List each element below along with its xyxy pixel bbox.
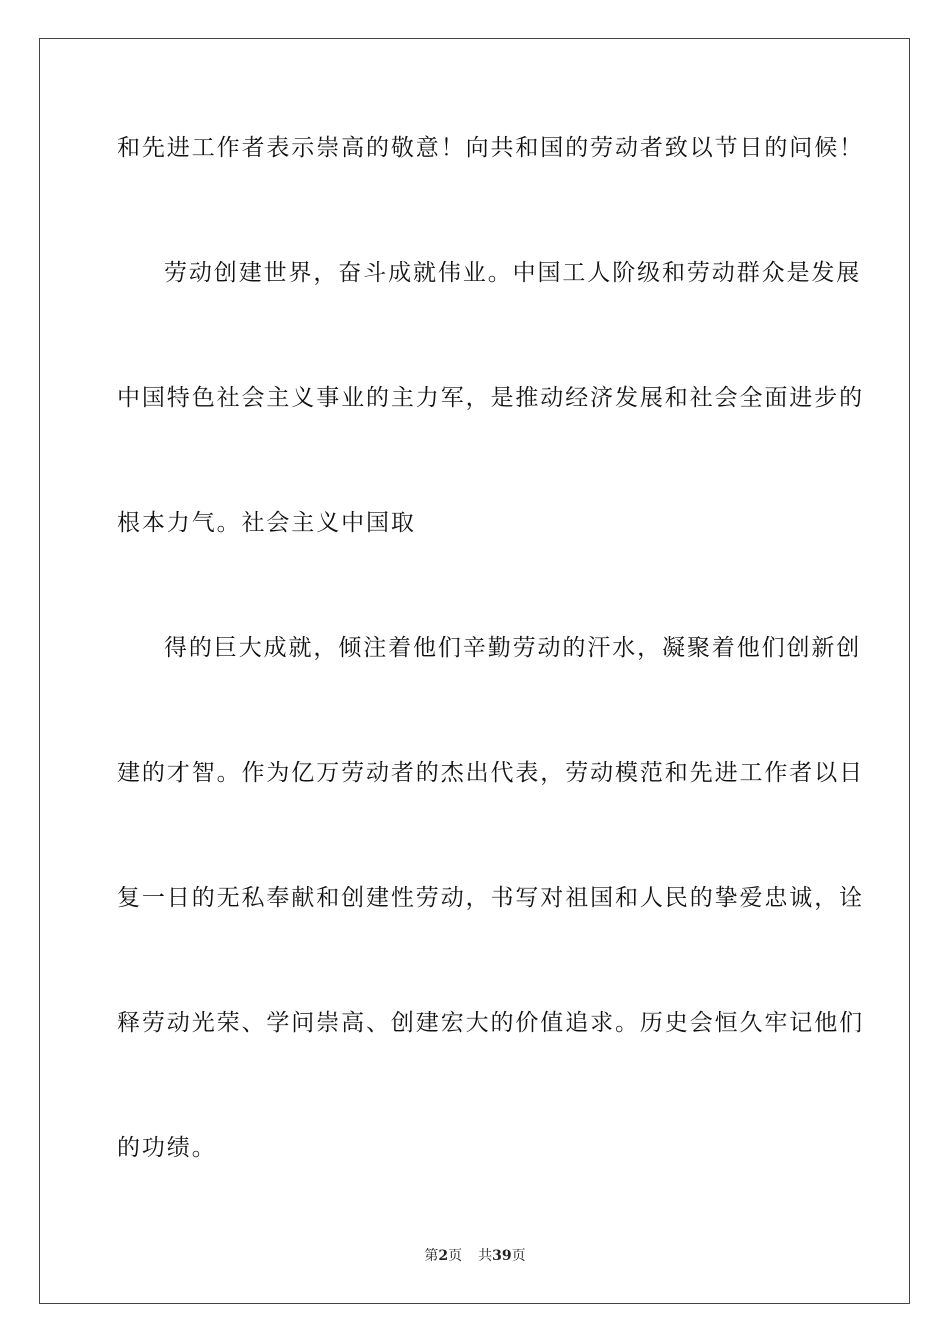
page-suffix: 页 bbox=[448, 1248, 463, 1264]
text-line: 的功绩。 bbox=[117, 1135, 217, 1161]
text-line: 劳动创建世界，奋斗成就伟业。中国工人阶级和劳动群众是发展 bbox=[164, 260, 862, 286]
text-line: 得的巨大成就，倾注着他们辛勤劳动的汗水，凝聚着他们创新创 bbox=[164, 635, 862, 661]
total-prefix: 共 bbox=[478, 1248, 493, 1264]
text-line: 和先进工作者表示崇高的敬意！向共和国的劳动者致以节日的问候！ bbox=[117, 135, 864, 161]
page-number: 2 bbox=[438, 1248, 449, 1264]
page-prefix: 第 bbox=[424, 1248, 439, 1264]
text-line: 建的才智。作为亿万劳动者的杰出代表，劳动模范和先进工作者以日 bbox=[117, 760, 864, 786]
total-suffix: 页 bbox=[511, 1248, 526, 1264]
total-pages: 39 bbox=[492, 1248, 512, 1264]
page-border bbox=[39, 38, 910, 1304]
page-footer bbox=[0, 1247, 950, 1265]
text-line: 复一日的无私奉献和创建性劳动，书写对祖国和人民的挚爱忠诚，诠 bbox=[117, 885, 864, 911]
text-line: 释劳动光荣、学问崇高、创建宏大的价值追求。历史会恒久牢记他们 bbox=[117, 1010, 864, 1036]
text-line: 中国特色社会主义事业的主力军，是推动经济发展和社会全面进步的 bbox=[117, 385, 864, 411]
text-line: 根本力气。社会主义中国取 bbox=[117, 510, 416, 536]
